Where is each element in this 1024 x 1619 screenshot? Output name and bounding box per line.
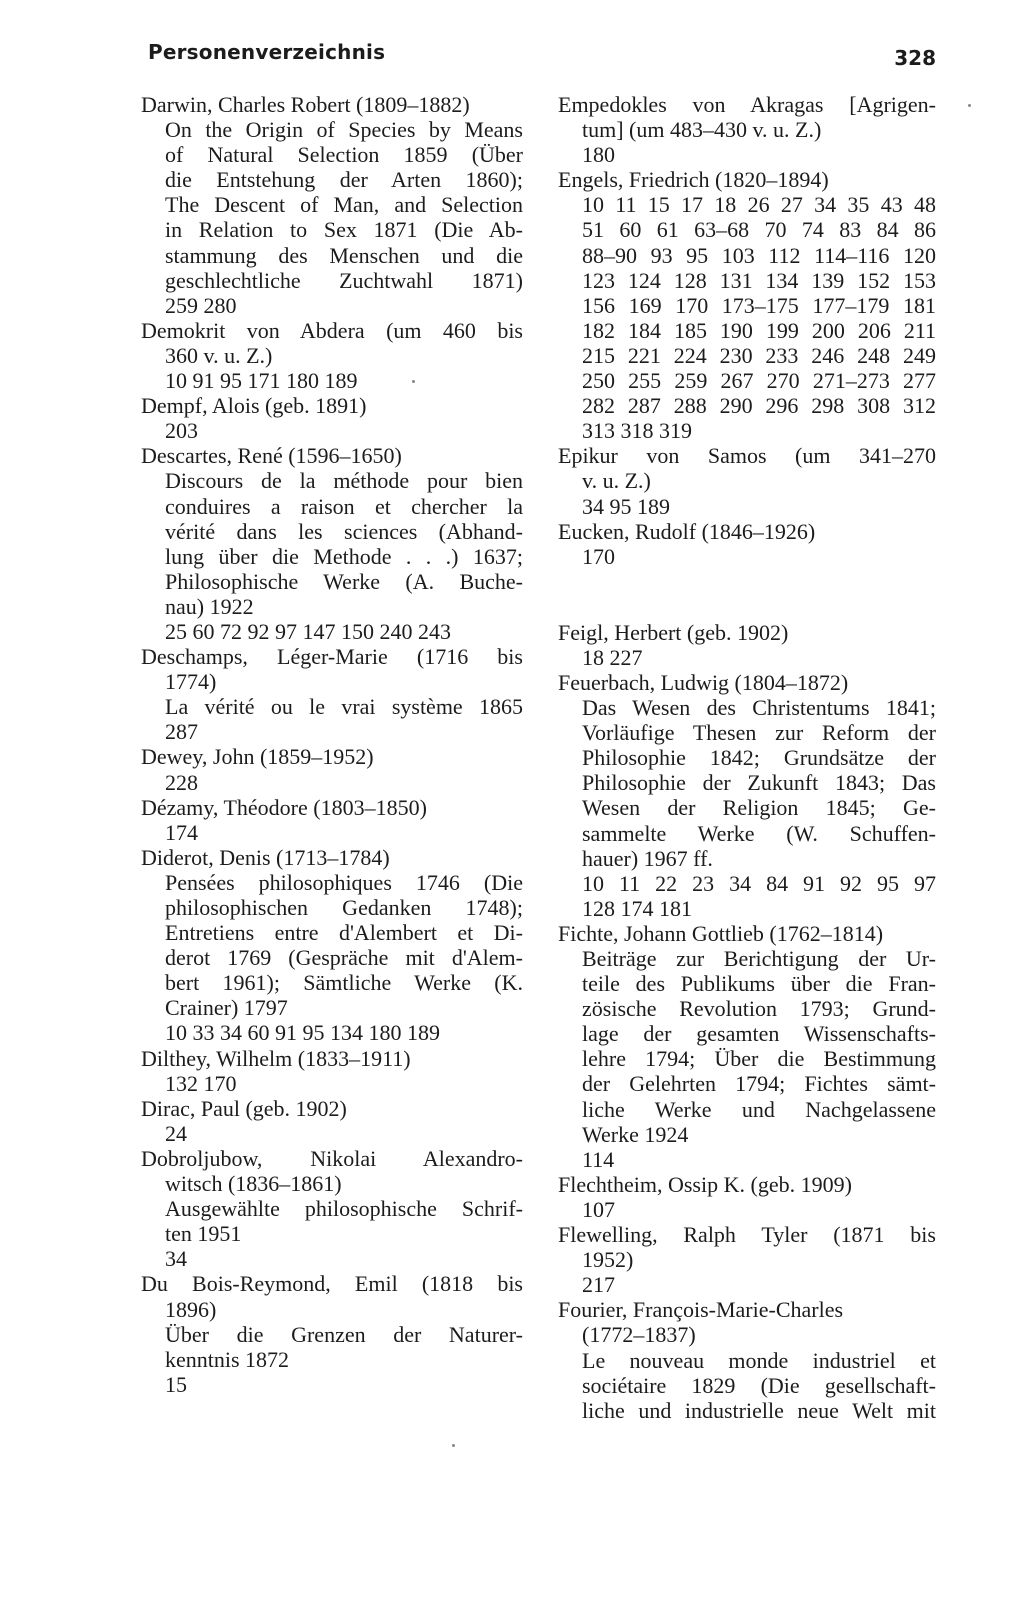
entry-line: Le nouveau monde industriel et	[582, 1347, 936, 1373]
index-entry	[558, 1297, 936, 1422]
entry-line: Philosophische Werke (A. Buche-	[165, 568, 523, 594]
entry-line: stammung des Menschen und die	[165, 242, 523, 268]
entry-line: 10 11 15 17 18 26 27 34 35 43 48	[582, 192, 936, 218]
entry-line: 282 287 288 290 296 298 308 312	[582, 393, 936, 419]
entry-line: The Descent of Man, and Selection	[165, 192, 523, 218]
entry-line: 174	[165, 819, 198, 845]
entry-line: conduires a raison et chercher la	[165, 493, 523, 519]
entry-name-line: Eucken, Rudolf (1846–1926)	[558, 518, 816, 544]
entry-line: 51 60 61 63–68 70 74 83 84 86	[582, 217, 936, 243]
paper-speck	[452, 1444, 455, 1447]
entry-line: Crainer) 1797	[165, 995, 288, 1021]
entry-line: 1896)	[165, 1296, 217, 1322]
entry-name-line: Empedokles von Akragas [Agrigen-	[558, 92, 936, 117]
entry-line: 128 174 181	[582, 895, 692, 921]
entry-line: 18 227	[582, 644, 643, 670]
index-entry	[141, 1096, 523, 1146]
entry-name-line: Fourier, François-Marie-Charles	[558, 1297, 844, 1323]
index-entry	[558, 443, 936, 518]
entry-name-line: Dempf, Alois (geb. 1891)	[141, 393, 367, 419]
entry-line: sociétaire 1829 (Die gesellschaft-	[582, 1372, 936, 1398]
running-head-title: Personenverzeichnis	[148, 40, 386, 64]
entry-line: 25 60 72 92 97 147 150 240 243	[165, 618, 451, 644]
entry-line: 10 91 95 171 180 189	[165, 368, 358, 394]
entry-line: 287	[165, 719, 198, 745]
entry-name-line: Flewelling, Ralph Tyler (1871 bis	[558, 1222, 936, 1248]
entry-line: Discours de la méthode pour bien	[165, 468, 523, 494]
entry-line: lage der gesamten Wissenschafts-	[582, 1021, 936, 1047]
entry-line: 10 33 34 60 91 95 134 180 189	[165, 1020, 440, 1046]
entry-line: 217	[582, 1272, 615, 1298]
entry-line: Vorläufige Thesen zur Reform der	[582, 720, 936, 746]
entry-line: kenntnis 1872	[165, 1346, 290, 1372]
index-entry	[141, 1146, 523, 1271]
index-entry	[141, 393, 523, 443]
entry-line: 88–90 93 95 103 112 114–116 120	[582, 242, 936, 268]
index-entry	[141, 318, 523, 393]
entry-line: die Entstehung der Arten 1860);	[165, 167, 523, 193]
entry-name-line: Epikur von Samos (um 341–270	[558, 443, 936, 469]
entry-line: La vérité ou le vrai système 1865	[165, 694, 523, 720]
entry-line: 10 11 22 23 34 84 91 92 95 97	[582, 870, 936, 896]
index-entry	[141, 443, 523, 644]
entry-line: 123 124 128 131 134 139 152 153	[582, 267, 936, 293]
entry-line: 313 318 319	[582, 418, 692, 444]
entry-name-line: Demokrit von Abdera (um 460 bis	[141, 317, 523, 343]
entry-name-line: Dewey, John (1859–1952)	[141, 744, 374, 770]
entry-line: 34 95 189	[582, 493, 670, 519]
entry-line: 1774)	[165, 669, 217, 695]
index-entry	[558, 92, 936, 167]
entry-line: On the Origin of Species by Means	[165, 117, 523, 143]
entry-name-line: Dilthey, Wilhelm (1833–1911)	[141, 1045, 411, 1071]
index-entry	[141, 1271, 523, 1396]
paper-speck	[968, 104, 971, 107]
entry-line: 228	[165, 769, 198, 795]
entry-name-line: Du Bois-Reymond, Emil (1818 bis	[141, 1271, 523, 1297]
letter-section-gap	[558, 569, 936, 620]
entry-line: Philosophie 1842; Grundsätze der	[582, 745, 936, 771]
entry-line: 250 255 259 267 270 271–273 277	[582, 368, 936, 394]
entry-name-line: Feuerbach, Ludwig (1804–1872)	[558, 669, 849, 695]
entry-name-line: Descartes, René (1596–1650)	[141, 443, 402, 469]
entry-line: 182 184 185 190 199 200 206 211	[582, 317, 936, 343]
entry-line: 203	[165, 418, 198, 444]
entry-name-line: Dézamy, Théodore (1803–1850)	[141, 794, 427, 820]
entry-line: derot 1769 (Gespräche mit d'Alem-	[165, 945, 523, 971]
entry-line: zösische Revolution 1793; Grund-	[582, 996, 936, 1022]
entry-line: Entretiens entre d'Alembert et Di-	[165, 920, 523, 946]
index-entry	[558, 620, 936, 670]
entry-line: philosophischen Gedanken 1748);	[165, 895, 523, 920]
entry-line: tum] (um 483–430 v. u. Z.)	[582, 117, 822, 143]
entry-name-line: Diderot, Denis (1713–1784)	[141, 844, 390, 870]
entry-name-line: Deschamps, Léger-Marie (1716 bis	[141, 644, 523, 670]
entry-line: liche und industrielle neue Welt mit	[582, 1397, 936, 1423]
index-entry	[141, 644, 523, 744]
page-number: 328	[894, 46, 936, 70]
entry-line: in Relation to Sex 1871 (Die Ab-	[165, 217, 523, 243]
entry-line: Das Wesen des Christentums 1841;	[582, 695, 936, 721]
entry-line: der Gelehrten 1794; Fichtes sämt-	[582, 1071, 936, 1097]
index-entry	[558, 1172, 936, 1222]
entry-line: 156 169 170 173–175 177–179 181	[582, 292, 936, 318]
entry-line: 360 v. u. Z.)	[165, 342, 273, 368]
index-entry	[558, 921, 936, 1172]
entry-line: Über die Grenzen der Naturer-	[165, 1321, 523, 1347]
entry-line: teile des Publikums über die Fran-	[582, 971, 936, 997]
entry-line: 15	[165, 1371, 187, 1397]
index-entry	[558, 167, 936, 443]
entry-line: nau) 1922	[165, 593, 254, 619]
entry-line: 114	[582, 1146, 615, 1172]
entry-line: v. u. Z.)	[582, 468, 651, 494]
entry-line: Philosophie der Zukunft 1843; Das	[582, 770, 936, 796]
entry-line: 24	[165, 1120, 187, 1146]
entry-line: 132 170	[165, 1070, 237, 1096]
entry-line: 259 280	[165, 292, 237, 318]
entry-line: 107	[582, 1196, 615, 1222]
entry-line: 1952)	[582, 1247, 634, 1273]
entry-name-line: Engels, Friedrich (1820–1894)	[558, 167, 829, 193]
entry-line: of Natural Selection 1859 (Über	[165, 142, 523, 168]
entry-line: 215 221 224 230 233 246 248 249	[582, 342, 936, 368]
left-column	[141, 92, 523, 1397]
index-entry	[558, 519, 936, 569]
entry-name-line: Dirac, Paul (geb. 1902)	[141, 1095, 347, 1121]
entry-line: sammelte Werke (W. Schuffen-	[582, 820, 936, 846]
entry-line: 180	[582, 142, 615, 168]
entry-line: Beiträge zur Berichtigung der Ur-	[582, 946, 936, 971]
entry-line: geschlechtliche Zuchtwahl 1871)	[165, 267, 523, 293]
index-entry	[141, 795, 523, 845]
entry-line: 34	[165, 1246, 187, 1272]
paper-speck	[412, 380, 415, 383]
entry-line: bert 1961); Sämtliche Werke (K.	[165, 970, 523, 996]
index-entry	[141, 92, 523, 318]
index-entry	[141, 1046, 523, 1096]
entry-name-line: Feigl, Herbert (geb. 1902)	[558, 619, 789, 645]
entry-line: ten 1951	[165, 1221, 242, 1247]
right-column	[558, 92, 936, 1423]
entry-line: Pensées philosophiques 1746 (Die	[165, 869, 523, 895]
entry-name-line: Flechtheim, Ossip K. (geb. 1909)	[558, 1171, 852, 1197]
entry-line: 170	[582, 543, 615, 569]
entry-line: (1772–1837)	[582, 1322, 696, 1348]
entry-line: lehre 1794; Über die Bestimmung	[582, 1046, 936, 1072]
entry-name-line: Darwin, Charles Robert (1809–1882)	[141, 92, 470, 117]
entry-line: vérité dans les sciences (Abhand-	[165, 518, 523, 544]
index-entry	[558, 670, 936, 921]
entry-line: witsch (1836–1861)	[165, 1171, 342, 1197]
entry-name-line: Fichte, Johann Gottlieb (1762–1814)	[558, 920, 884, 946]
entry-line: Ausgewählte philosophische Schrif-	[165, 1196, 523, 1222]
index-entry	[141, 845, 523, 1046]
entry-line: hauer) 1967 ff.	[582, 845, 713, 871]
entry-line: liche Werke und Nachgelassene	[582, 1096, 936, 1122]
entry-line: Werke 1924	[582, 1121, 689, 1147]
entry-name-line: Dobroljubow, Nikolai Alexandro-	[141, 1145, 523, 1171]
index-entry	[141, 744, 523, 794]
entry-line: Wesen der Religion 1845; Ge-	[582, 795, 936, 821]
entry-line: lung über die Methode . . .) 1637;	[165, 543, 523, 569]
index-entry	[558, 1222, 936, 1297]
